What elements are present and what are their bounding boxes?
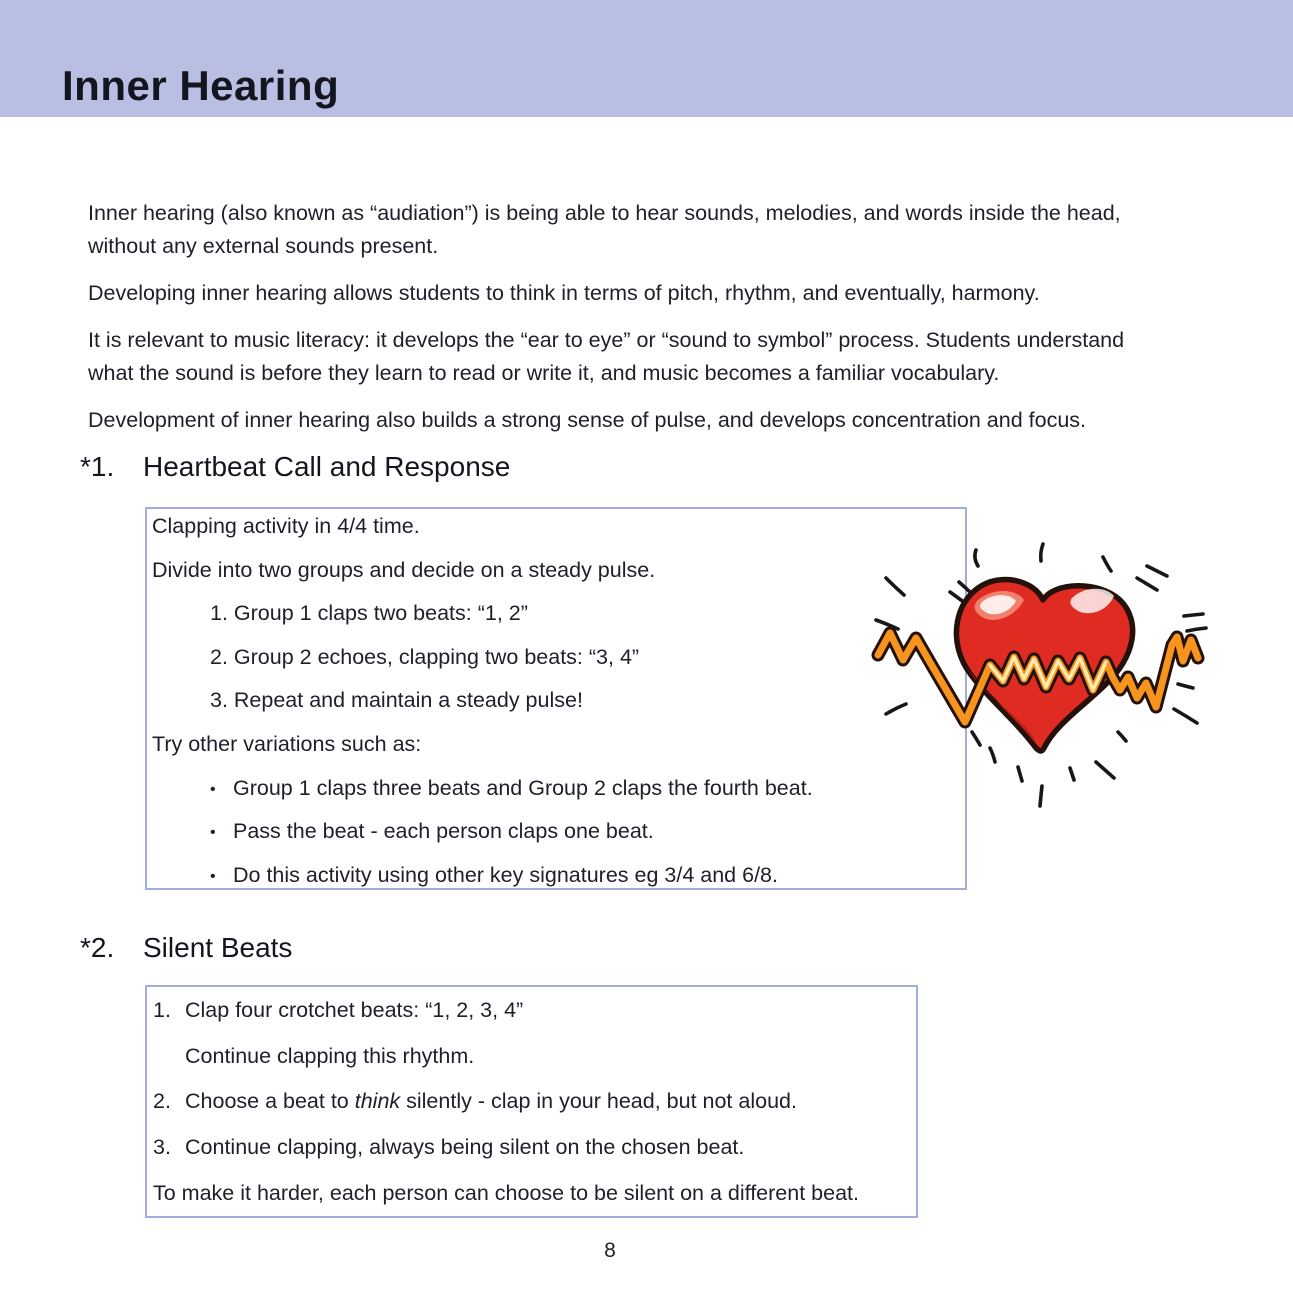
section-1-heading — [80, 451, 510, 483]
page-title: Inner Hearing — [62, 62, 340, 109]
section-1-number: *1. — [80, 451, 115, 482]
step-number: 2. — [153, 1089, 171, 1114]
box2-step — [153, 995, 916, 1041]
bullet-text: Do this activity using other key signatures eg 3/4 and 6/8. — [233, 862, 778, 887]
box1-step: 3. Repeat and maintain a steady pulse! — [210, 688, 583, 713]
activity-box-silent-beats — [145, 985, 918, 1218]
paragraph-line: Development of inner hearing also builds a strong sense of pulse, and develops concentration and focus. — [88, 408, 1086, 432]
section-2-title: Silent Beats — [143, 932, 293, 963]
section-1-title: Heartbeat Call and Response — [143, 451, 511, 482]
page-number: 8 — [604, 1239, 616, 1262]
box1-line: Divide into two groups and decide on a steady pulse. — [152, 557, 656, 582]
bullet-icon: • — [210, 824, 216, 842]
step-number: 1. — [153, 998, 171, 1022]
box1-bullet-item — [152, 860, 965, 904]
step-number: 3. — [153, 1135, 171, 1160]
step-text: Choose a beat to — [185, 1089, 355, 1114]
bullet-icon: • — [210, 867, 216, 885]
section-2-heading — [80, 932, 292, 964]
bullet-text: Group 1 claps three beats and Group 2 claps the fourth beat. — [233, 775, 813, 800]
step-text-italic: think — [354, 1089, 401, 1114]
box1-bullet-item — [152, 773, 965, 817]
bullet-icon: • — [210, 780, 216, 798]
activity-box-heartbeat — [145, 507, 967, 890]
box1-bullet-item — [152, 816, 965, 860]
box2-step — [153, 1132, 916, 1178]
paragraph-line: Developing inner hearing allows students to think in terms of pitch, rhythm, and eventually, harmony. — [88, 281, 1040, 305]
page-header-band — [0, 0, 1293, 117]
section-2-number: *2. — [80, 932, 115, 963]
step-text: Clap four crotchet beats: “1, 2, 3, 4” — [185, 998, 524, 1022]
bullet-text: Pass the beat - each person claps one beat. — [233, 819, 654, 844]
intro-paragraphs — [88, 183, 1248, 451]
step-text: Continue clapping, always being silent on the chosen beat. — [185, 1135, 745, 1160]
paragraph-line: what the sound is before they learn to read or write it, and music becomes a familiar vocabulary. — [88, 361, 1000, 385]
step-text: silently - clap in your head, but not aloud. — [400, 1089, 797, 1114]
box2-footer: To make it harder, each person can choose to be silent on a different beat. — [153, 1180, 859, 1205]
paragraph-line: without any external sounds present. — [88, 234, 439, 258]
heartbeat-heart-illustration — [866, 538, 1250, 818]
box1-step: 2. Group 2 echoes, clapping two beats: “3, 4” — [210, 644, 640, 669]
box2-step — [153, 1086, 916, 1132]
paragraph-line: Inner hearing (also known as “audiation”) is being able to hear sounds, melodies, and words inside the head, — [88, 201, 1121, 225]
box1-line: Try other variations such as: — [152, 731, 422, 756]
box1-step: 1. Group 1 claps two beats: “1, 2” — [210, 601, 528, 626]
box2-continuation: Continue clapping this rhythm. — [185, 1043, 475, 1068]
paragraph-line: It is relevant to music literacy: it develops the “ear to eye” or “sound to symbol” process. Students understand — [88, 328, 1125, 352]
box1-line: Clapping activity in 4/4 time. — [152, 514, 420, 538]
